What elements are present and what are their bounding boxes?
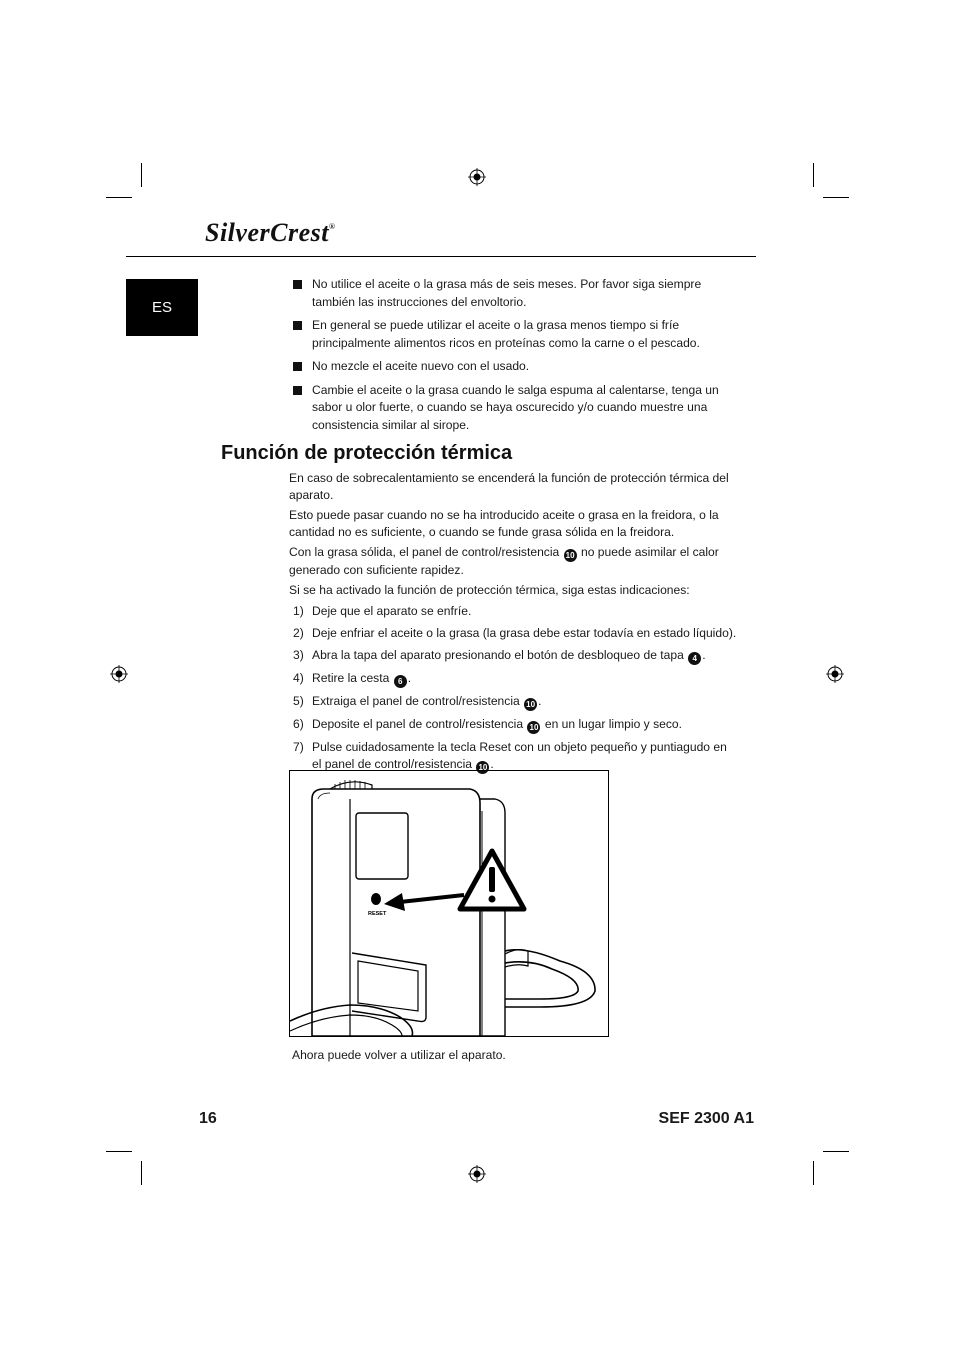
- bullet-list: [293, 276, 743, 440]
- crop-mark: [823, 197, 849, 198]
- reference-number-icon: 10: [527, 721, 540, 734]
- crop-mark: [823, 1151, 849, 1152]
- reference-number-icon: 4: [688, 652, 701, 665]
- bullet-square-icon: [293, 321, 302, 330]
- list-item: En general se puede utilizar el aceite o la grasa menos tiempo si fríe principalmente alimentos ricos en proteínas como la carne o el pescado.: [293, 317, 743, 352]
- registration-mark-icon: [826, 665, 844, 683]
- section-heading: Función de protección térmica: [221, 442, 513, 464]
- crop-mark: [106, 197, 132, 198]
- list-item: Cambie el aceite o la grasa cuando le salga espuma al calentarse, tenga un sabor u olor fuerte, o cuando se haya oscurecido y/o cuando muestre una consistencia similar al sirope.: [293, 382, 743, 435]
- section-body: [289, 470, 739, 779]
- list-item: No mezcle el aceite nuevo con el usado.: [293, 358, 743, 376]
- header-rule: [126, 256, 756, 257]
- crop-mark: [813, 163, 814, 187]
- reference-number-icon: 6: [394, 675, 407, 688]
- crop-mark: [141, 163, 142, 187]
- step-item: 4) Retire la cesta 6 .: [293, 671, 412, 686]
- registration-mark-icon: [468, 1165, 486, 1183]
- step-item: 5) Extraiga el panel de control/resistencia 10 .: [293, 694, 542, 709]
- step-item: 6) Deposite el panel de control/resistencia 10 en un lugar limpio y seco.: [293, 717, 682, 732]
- appliance-drawing: [290, 771, 608, 1036]
- paragraph: Esto puede pasar cuando no se ha introducido aceite o grasa en la freidora, o la cantidad no es suficiente, o cuando se funde grasa sólida en la freidora.: [289, 508, 719, 539]
- reset-illustration: [289, 770, 609, 1037]
- language-tab: ES: [126, 279, 198, 336]
- paragraph: Con la grasa sólida, el panel de control/resistencia 10 no puede asimilar el calor generado con suficiente rapidez.: [289, 545, 719, 577]
- bullet-square-icon: [293, 362, 302, 371]
- model-number: SEF 2300 A1: [658, 1110, 754, 1127]
- page-number: 16: [199, 1110, 217, 1127]
- step-item: 3) Abra la tapa del aparato presionando el botón de desbloqueo de tapa 4 .: [293, 648, 706, 663]
- step-item: 2) Deje enfriar el aceite o la grasa (la grasa debe estar todavía en estado líquido).: [293, 626, 737, 640]
- brand-logo: SilverCrest®: [205, 218, 336, 247]
- crop-mark: [141, 1161, 142, 1185]
- reference-number-icon: 10: [564, 549, 577, 562]
- figure-caption: Ahora puede volver a utilizar el aparato.: [292, 1048, 506, 1062]
- paragraph: Si se ha activado la función de protección térmica, siga estas indicaciones:: [289, 583, 690, 597]
- crop-mark: [106, 1151, 132, 1152]
- step-item: 7) Pulse cuidadosamente la tecla Reset con un objeto pequeño y puntiagudo en el panel de control/resistencia 10 .: [293, 740, 727, 772]
- bullet-square-icon: [293, 386, 302, 395]
- steps-list: [289, 603, 739, 774]
- registration-mark-icon: [468, 168, 486, 186]
- paragraph: En caso de sobrecalentamiento se encenderá la función de protección térmica del aparato.: [289, 471, 729, 502]
- reset-label: RESET: [368, 911, 387, 917]
- list-item: No utilice el aceite o la grasa más de seis meses. Por favor siga siempre también las instrucciones del envoltorio.: [293, 276, 743, 311]
- reference-number-icon: 10: [524, 698, 537, 711]
- crop-mark: [813, 1161, 814, 1185]
- step-item: 1) Deje que el aparato se enfríe.: [293, 604, 472, 618]
- registration-mark-icon: [110, 665, 128, 683]
- bullet-square-icon: [293, 280, 302, 289]
- reference-number-icon: 10: [476, 761, 489, 774]
